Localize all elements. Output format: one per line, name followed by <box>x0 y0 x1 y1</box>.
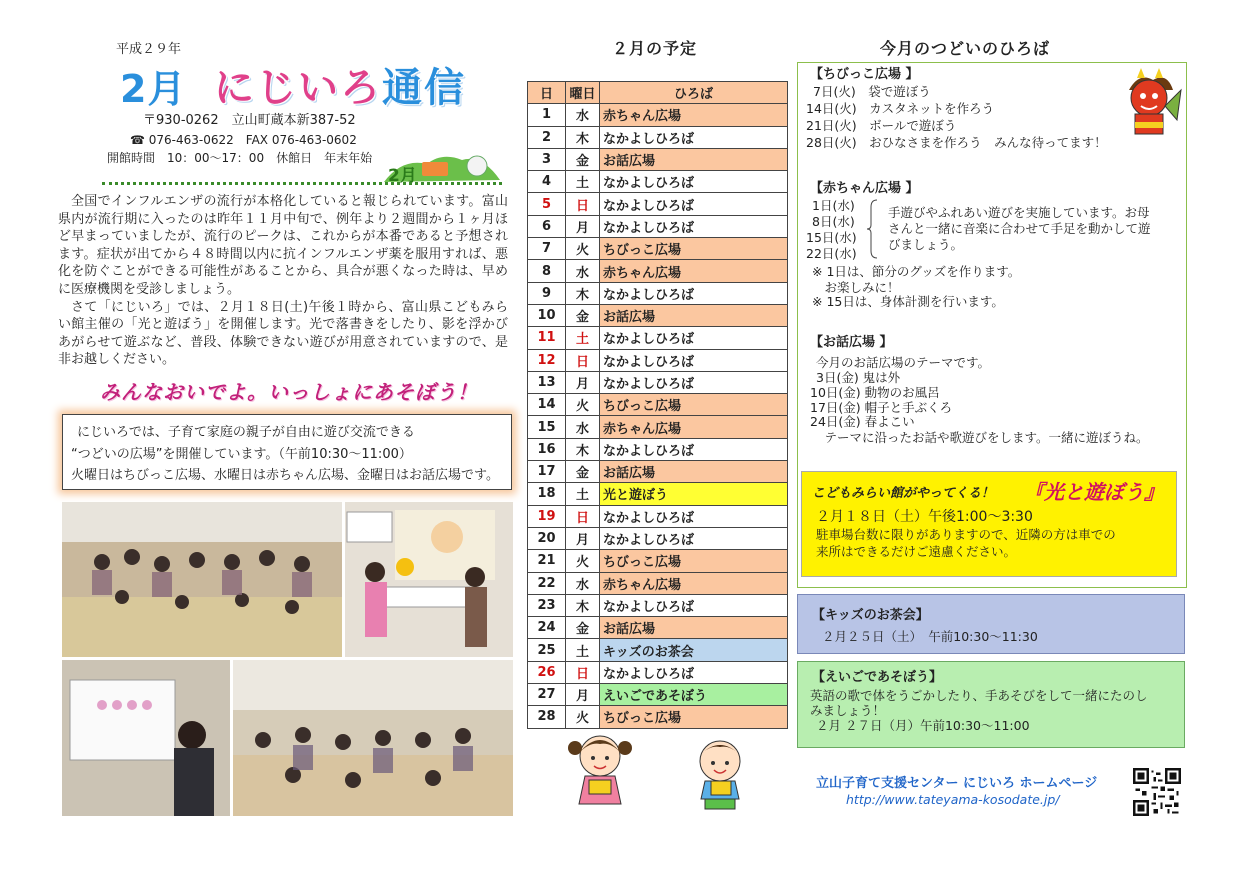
ohanashi-line-2: 3日(金) 鬼は外 <box>816 370 901 385</box>
schedule-row <box>528 438 788 460</box>
schedule-activity: なかよしひろば <box>600 349 788 371</box>
hikari-event-box <box>801 471 1177 577</box>
schedule-activity: なかよしひろば <box>600 193 788 215</box>
schedule-day: 17 <box>528 461 566 483</box>
schedule-row <box>528 550 788 572</box>
schedule-row <box>528 304 788 326</box>
event-note-1: 駐車場台数に限りがありますので、近隣の方は車での <box>816 527 1116 542</box>
schedule-weekday: 月 <box>566 371 600 393</box>
chibikko-item-1: 7日(火) 袋で遊ぼう <box>813 84 931 99</box>
schedule-day: 2 <box>528 126 566 148</box>
schedule-row <box>528 171 788 193</box>
schedule-activity: なかよしひろば <box>600 327 788 349</box>
schedule-day: 5 <box>528 193 566 215</box>
schedule-weekday: 水 <box>566 416 600 438</box>
tea-heading: 【キッズのお茶会】 <box>812 608 929 623</box>
schedule-row <box>528 327 788 349</box>
schedule-activity: なかよしひろば <box>600 282 788 304</box>
schedule-weekday: 水 <box>566 104 600 126</box>
schedule-row <box>528 148 788 170</box>
schedule-activity: ちびっこ広場 <box>600 550 788 572</box>
schedule-weekday: 月 <box>566 527 600 549</box>
schedule-row <box>528 193 788 215</box>
schedule-row <box>528 684 788 706</box>
homepage-label: 立山子育て支援センター にじいろ ホームページ <box>816 776 1098 791</box>
schedule-row <box>528 238 788 260</box>
phone-fax: ☎ 076-463-0622 FAX 076-463-0602 <box>130 133 357 147</box>
schedule-activity: お話広場 <box>600 461 788 483</box>
schedule-weekday: 水 <box>566 260 600 282</box>
schedule-activity: 赤ちゃん広場 <box>600 260 788 282</box>
schedule-activity: お話広場 <box>600 148 788 170</box>
schedule-row <box>528 126 788 148</box>
schedule-weekday: 金 <box>566 461 600 483</box>
schedule-activity: なかよしひろば <box>600 371 788 393</box>
eigo-line-2: みましょう！ <box>810 703 886 718</box>
red-oni-illustration-icon <box>1115 66 1183 138</box>
schedule-activity: 赤ちゃん広場 <box>600 416 788 438</box>
schedule-day: 4 <box>528 171 566 193</box>
homepage-url-link[interactable]: http://www.tateyama-kosodate.jp/ <box>846 792 1060 807</box>
schedule-weekday: 木 <box>566 126 600 148</box>
schedule-header-row <box>528 82 788 104</box>
february-badge-illustration <box>382 150 502 184</box>
ohanashi-line-4: 17日(金) 帽子と手ぶくろ <box>810 400 953 415</box>
ohanashi-line-3: 10日(金) 動物のお風呂 <box>810 385 940 400</box>
schedule-row <box>528 639 788 661</box>
intro-paragraph-2: さて「にじいろ」では、２月１８日(土)午後１時から、富山県こどもみらい館主催の「光と遊ぼう」を開催します。光で落書きをしたり、影を浮かびあがらせて遊ぶなど、普段、体験できない遊びが用意されていますので、是非お越しください。 <box>58 299 508 368</box>
event-name: 『光と遊ぼう』 <box>1024 480 1164 504</box>
schedule-row <box>528 461 788 483</box>
address: 〒930-0262 立山町蔵本新387-52 <box>143 113 356 128</box>
newsletter-title <box>214 56 466 113</box>
photo-play-room-wide <box>233 660 513 816</box>
schedule-weekday: 土 <box>566 483 600 505</box>
schedule-row <box>528 371 788 393</box>
dotted-divider <box>102 182 502 185</box>
eigo-line-1: 英語の歌で体をうごかしたり、手あそびをして一緒にたのし <box>810 688 1148 703</box>
schedule-weekday: 月 <box>566 684 600 706</box>
era-year: 平成２９年 <box>116 42 182 57</box>
schedule-activity: ちびっこ広場 <box>600 238 788 260</box>
schedule-weekday: 土 <box>566 639 600 661</box>
akachan-date-2: 8日(水) <box>812 214 855 229</box>
photo-teacher-presenting-board <box>62 660 230 816</box>
akachan-note-2: お楽しみに！ <box>812 280 900 295</box>
schedule-weekday: 火 <box>566 706 600 728</box>
schedule-day: 22 <box>528 572 566 594</box>
schedule-activity: ちびっこ広場 <box>600 394 788 416</box>
schedule-weekday: 土 <box>566 327 600 349</box>
chibikko-item-3: 21日(火) ボールで遊ぼう <box>806 118 957 133</box>
tea-date: ２月２５日（土） 午前10:30～11:30 <box>822 629 1038 644</box>
schedule-day: 16 <box>528 438 566 460</box>
schedule-title: ２月の予定 <box>612 39 698 58</box>
schedule-weekday: 日 <box>566 661 600 683</box>
schedule-day: 12 <box>528 349 566 371</box>
schedule-row <box>528 104 788 126</box>
schedule-row <box>528 706 788 728</box>
badge-month: 2月 <box>388 166 417 184</box>
chibikko-item-4: 28日(火) おひなさまを作ろう みんな待ってます！ <box>806 135 1107 150</box>
akachan-note-1: ※ 1日は、節分のグッズを作ります。 <box>812 264 1021 279</box>
photo-storytime-teacher <box>345 502 513 657</box>
schedule-day: 25 <box>528 639 566 661</box>
schedule-row <box>528 394 788 416</box>
header-weekday: 曜日 <box>566 82 600 104</box>
kids-tea-party-box <box>797 594 1185 654</box>
schedule-day: 21 <box>528 550 566 572</box>
schedule-day: 10 <box>528 304 566 326</box>
schedule-row <box>528 594 788 616</box>
header-activity: ひろば <box>600 82 788 104</box>
schedule-day: 19 <box>528 505 566 527</box>
chibikko-item-2: 14日(火) カスタネットを作ろう <box>806 101 995 116</box>
date-bracket <box>867 199 879 259</box>
schedule-weekday: 木 <box>566 282 600 304</box>
schedule-row <box>528 416 788 438</box>
qr-code-icon[interactable] <box>1133 768 1181 816</box>
schedule-row <box>528 572 788 594</box>
intro-text <box>58 193 508 369</box>
schedule-weekday: 木 <box>566 594 600 616</box>
schedule-activity: なかよしひろば <box>600 215 788 237</box>
schedule-day: 7 <box>528 238 566 260</box>
akachan-date-4: 22日(水) <box>806 246 857 261</box>
schedule-activity: なかよしひろば <box>600 594 788 616</box>
schedule-day: 15 <box>528 416 566 438</box>
schedule-weekday: 火 <box>566 550 600 572</box>
schedule-day: 9 <box>528 282 566 304</box>
schedule-day: 13 <box>528 371 566 393</box>
schedule-day: 20 <box>528 527 566 549</box>
photo-children-group-activity <box>62 502 342 657</box>
akachan-date-1: 1日(水) <box>812 198 855 213</box>
right-column-title: 今月のつどいのひろば <box>880 39 1051 58</box>
akachan-heading: 【赤ちゃん広場 】 <box>810 181 919 196</box>
schedule-day: 26 <box>528 661 566 683</box>
schedule-row <box>528 260 788 282</box>
chibikko-heading: 【ちびっこ広場 】 <box>810 67 919 82</box>
ohanashi-line-1: 今月のお話広場のテーマです。 <box>816 355 991 370</box>
schedule-weekday: 金 <box>566 617 600 639</box>
schedule-activity: なかよしひろば <box>600 126 788 148</box>
slogan: みんなおいでよ。いっしょにあそぼう！ <box>100 380 478 404</box>
schedule-row <box>528 617 788 639</box>
tsudoi-line-3: 火曜日はちびっこ広場、水曜日は赤ちゃん広場、金曜日はお話広場です。 <box>71 468 499 483</box>
schedule-day: 23 <box>528 594 566 616</box>
schedule-activity: 赤ちゃん広場 <box>600 572 788 594</box>
tsudoi-info-box <box>62 414 512 490</box>
schedule-weekday: 水 <box>566 572 600 594</box>
schedule-day: 3 <box>528 148 566 170</box>
schedule-weekday: 日 <box>566 349 600 371</box>
schedule-day: 27 <box>528 684 566 706</box>
english-play-box <box>797 661 1185 748</box>
schedule-row <box>528 527 788 549</box>
title-tsushin: 通信 <box>382 65 466 111</box>
boy-illustration-icon <box>685 733 755 818</box>
schedule-weekday: 火 <box>566 394 600 416</box>
schedule-day: 18 <box>528 483 566 505</box>
akachan-date-3: 15日(水) <box>806 230 857 245</box>
akachan-note-3: ※ 15日は、身体計測を行います。 <box>812 294 1004 309</box>
schedule-weekday: 土 <box>566 171 600 193</box>
schedule-activity: なかよしひろば <box>600 661 788 683</box>
opening-hours: 開館時間 10：00～17：00 休館日 年末年始 <box>107 151 373 165</box>
girl-illustration-icon <box>565 728 635 813</box>
schedule-activity: えいごであそぼう <box>600 684 788 706</box>
schedule-activity: お話広場 <box>600 304 788 326</box>
schedule-weekday: 金 <box>566 148 600 170</box>
schedule-activity: お話広場 <box>600 617 788 639</box>
intro-paragraph-1: 全国でインフルエンザの流行が本格化していると報じられています。富山県内が流行期に入ったのは昨年１１月中旬で、例年より２週間から１ヶ月ほど早まっていましたが、流行のピークは、これからが本番であると予想されます。症状が出てから４８時間以内に抗インフルエンザ薬を服用すれば、悪化を防ぐことができる可能性があることから、具合が悪くなった時は、早めに医療機関を受診しましょう。 <box>58 194 508 297</box>
ohanashi-heading: 【お話広場 】 <box>810 335 893 350</box>
schedule-activity: なかよしひろば <box>600 171 788 193</box>
event-lead: こどもみらい館がやってくる！ <box>812 486 995 501</box>
tsudoi-line-2: “つどいの広場”を開催しています。（午前10:30～11:00） <box>71 447 412 462</box>
akachan-desc-2: さんと一緒に音楽に合わせて手足を動かして遊 <box>888 221 1151 236</box>
schedule-weekday: 日 <box>566 505 600 527</box>
schedule-day: 8 <box>528 260 566 282</box>
schedule-day: 11 <box>528 327 566 349</box>
header-day: 日 <box>528 82 566 104</box>
schedule-row <box>528 349 788 371</box>
schedule-row <box>528 505 788 527</box>
schedule-row <box>528 483 788 505</box>
schedule-day: 28 <box>528 706 566 728</box>
schedule-weekday: 日 <box>566 193 600 215</box>
schedule-activity: キッズのお茶会 <box>600 639 788 661</box>
schedule-day: 14 <box>528 394 566 416</box>
schedule-row <box>528 661 788 683</box>
schedule-weekday: 金 <box>566 304 600 326</box>
schedule-weekday: 月 <box>566 215 600 237</box>
schedule-activity: なかよしひろば <box>600 505 788 527</box>
title-nijiiro: にじいろ <box>214 65 382 111</box>
schedule-activity: なかよしひろば <box>600 527 788 549</box>
tsudoi-line-1: にじいろでは、子育て家庭の親子が自由に遊び交流できる <box>77 425 415 440</box>
newsletter-month: 2月 <box>120 67 187 111</box>
schedule-weekday: 火 <box>566 238 600 260</box>
schedule-activity: なかよしひろば <box>600 438 788 460</box>
ohanashi-line-5: 24日(金) 春よこい <box>810 414 915 429</box>
schedule-activity: 赤ちゃん広場 <box>600 104 788 126</box>
february-schedule-table <box>527 81 788 729</box>
schedule-weekday: 木 <box>566 438 600 460</box>
akachan-desc-3: びましょう。 <box>888 237 964 252</box>
eigo-heading: 【えいごであそぼう】 <box>812 670 943 685</box>
schedule-activity: ちびっこ広場 <box>600 706 788 728</box>
eigo-date: ２月 ２７日（月）午前10:30～11:00 <box>816 718 1030 733</box>
schedule-activity: 光と遊ぼう <box>600 483 788 505</box>
schedule-row <box>528 282 788 304</box>
schedule-day: 24 <box>528 617 566 639</box>
ohanashi-line-6: テーマに沿ったお話や歌遊びをします。一緒に遊ぼうね。 <box>812 430 1149 445</box>
schedule-row <box>528 215 788 237</box>
event-note-2: 来所はできるだけご遠慮ください。 <box>816 544 1017 559</box>
event-date: ２月１８日（土）午後1:00～3:30 <box>816 509 1033 525</box>
schedule-day: 6 <box>528 215 566 237</box>
akachan-desc-1: 手遊びやふれあい遊びを実施しています。お母 <box>888 205 1150 220</box>
schedule-day: 1 <box>528 104 566 126</box>
